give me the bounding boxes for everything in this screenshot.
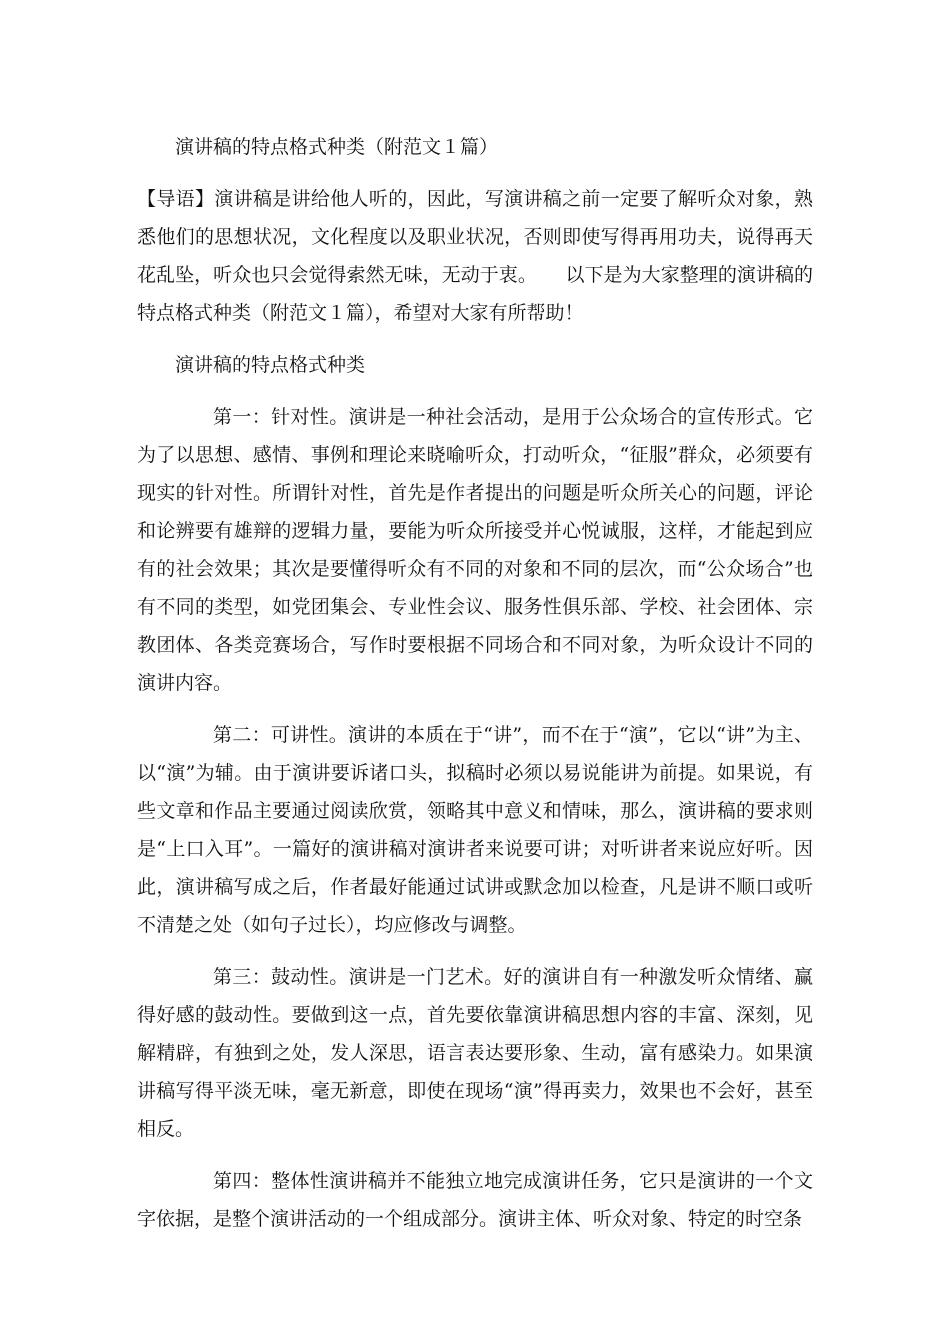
document-title: 演讲稿的特点格式种类（附范文１篇） — [175, 136, 499, 158]
paragraph-speakability: 第二：可讲性。演讲的本质在于“讲”，而不在于“演”，它以“讲”为主、以“演”为辅。由于演讲要诉诸口头，拟稿时必须以易说能讲为前提。如果说，有些文章和作品主要通过阅读欣赏，领略其中意义和情味，那么，演讲稿的要求则是“上口入耳”。一篇好的演讲稿对演讲者来说要可讲；对听讲者来说应好听。因此，演讲稿写成之后，作者最好能通过试讲或默念加以检查，凡是讲不顺口或听不清楚之处（如句子过长），均应修改与调整。 — [137, 724, 813, 936]
document-page — [137, 128, 813, 1238]
paragraph-inspiration: 第三：鼓动性。演讲是一门艺术。好的演讲自有一种激发听众情绪、赢得好感的鼓动性。要做到这一点，首先要依靠演讲稿思想内容的丰富、深刻，见解精辟，有独到之处，发人深思，语言表达要形象、生动，富有感染力。如果演讲稿写得平淡无味，毫无新意，即使在现场“演”得再卖力，效果也不会好，甚至相反。 — [137, 966, 813, 1140]
section-heading: 演讲稿的特点格式种类 — [175, 354, 366, 376]
paragraph-integrity: 第四：整体性演讲稿并不能独立地完成演讲任务，它只是演讲的一个文字依据，是整个演讲活动的一个组成部分。演讲主体、听众对象、特定的时空条 — [137, 1170, 813, 1230]
paragraph-targeting: 第一：针对性。演讲是一种社会活动，是用于公众场合的宣传形式。它为了以思想、感情、事例和理论来晓喻听众，打动听众，“征服”群众，必须要有现实的针对性。所谓针对性，首先是作者提出的问题是听众所关心的问题，评论和论辨要有雄辩的逻辑力量，要能为听众所接受并心悦诚服，这样，才能起到应有的社会效果；其次是要懂得听众有不同的对象和不同的层次，而“公众场合”也有不同的类型，如党团集会、专业性会议、服务性俱乐部、学校、社会团体、宗教团体、各类竞赛场合，写作时要根据不同场合和不同对象，为听众设计不同的演讲内容。 — [137, 406, 813, 694]
intro-paragraph: 【导语】演讲稿是讲给他人听的，因此，写演讲稿之前一定要了解听众对象，熟悉他们的思想状况，文化程度以及职业状况，否则即使写得再用功夫，说得再天花乱坠，听众也只会觉得索然无味，无动于衷。 以下是为大家整理的演讲稿的特点格式种类（附范文１篇），希望对大家有所帮助！ — [137, 188, 813, 324]
